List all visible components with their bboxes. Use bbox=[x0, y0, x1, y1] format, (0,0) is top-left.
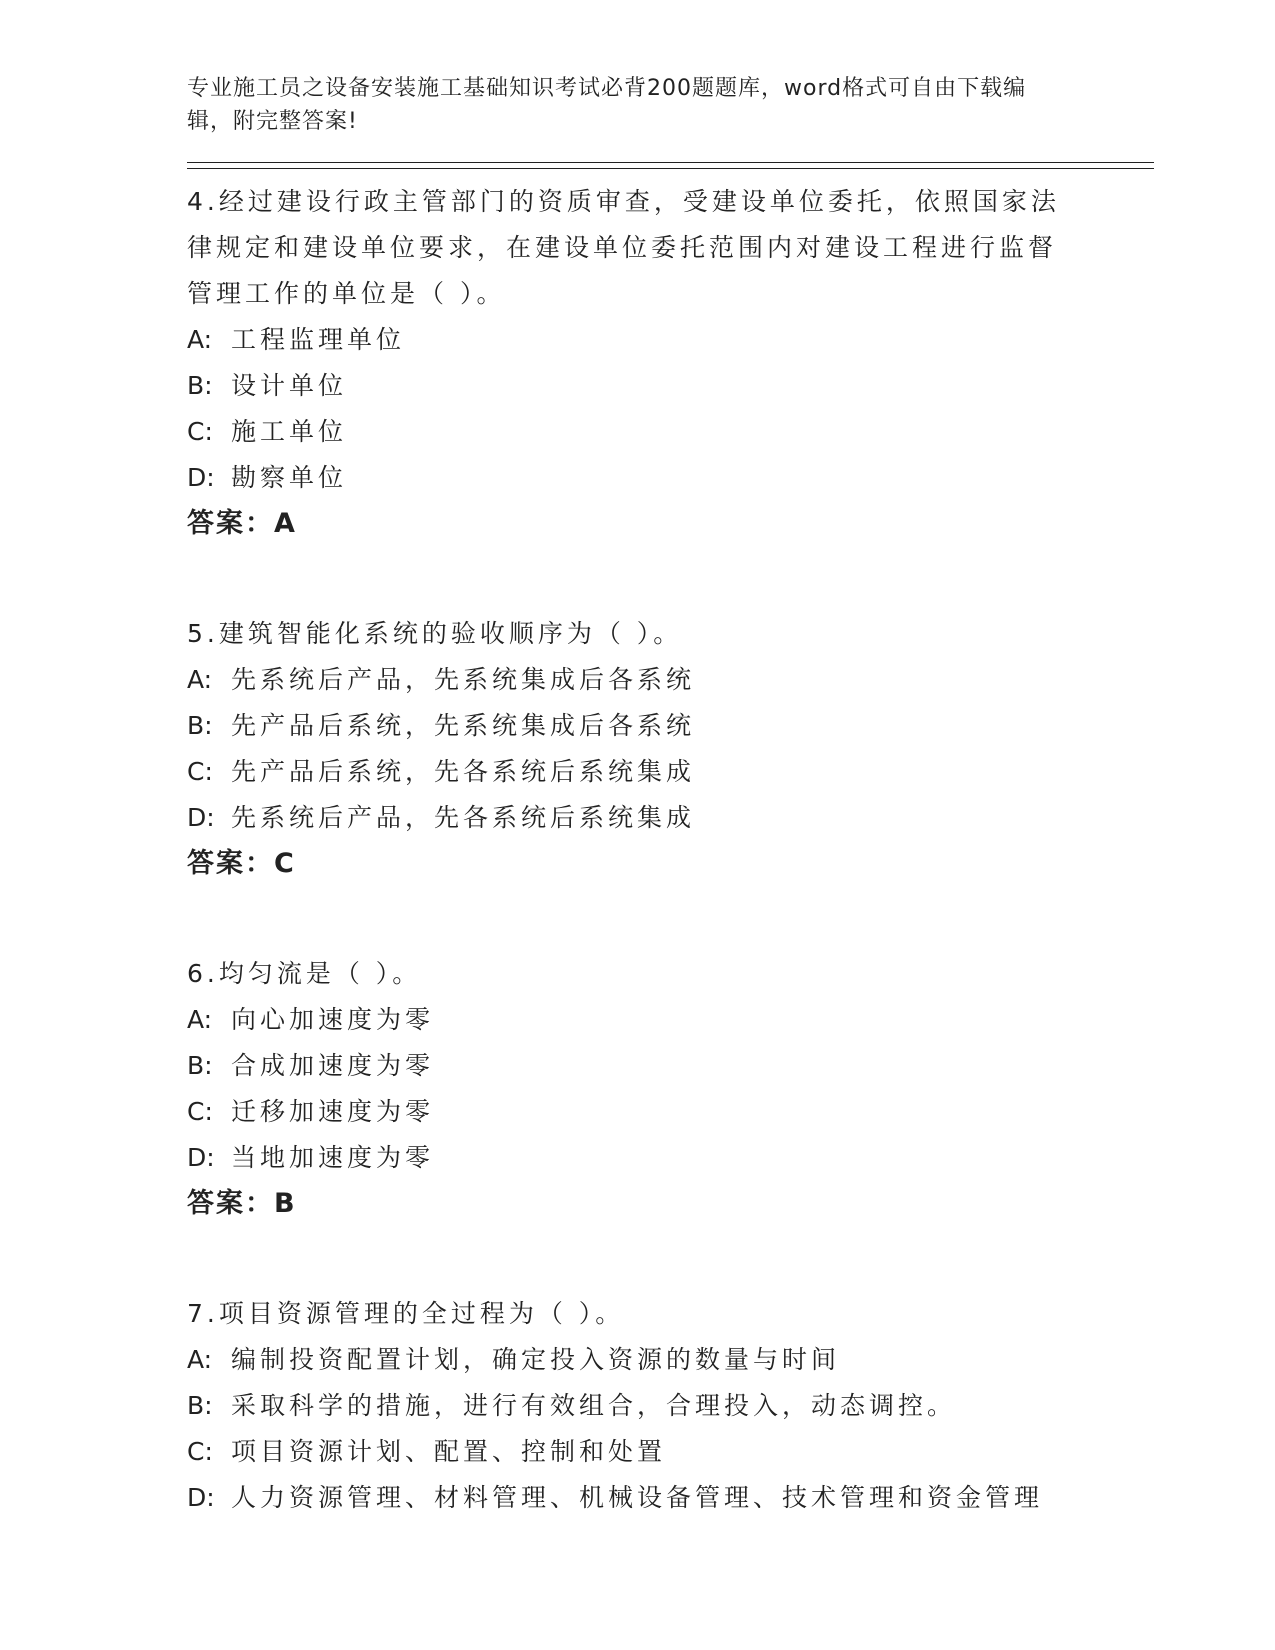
question-answer: 答案：C bbox=[187, 848, 296, 879]
question-stem: 4.经过建设行政主管部门的资质审查，受建设单位委托，依照国家法律规定和建设单位要求，在建设单位委托范围内对建设工程进行监督管理工作的单位是（ ）。 bbox=[187, 187, 1060, 308]
header-double-rule bbox=[187, 162, 1154, 169]
option-text: 项目资源计划、配置、控制和处置 bbox=[231, 1437, 667, 1466]
option-letter: A: bbox=[187, 1345, 213, 1374]
question-answer: 答案：A bbox=[187, 508, 297, 539]
option-a bbox=[187, 997, 1157, 1043]
option-c bbox=[187, 1089, 1157, 1135]
option-text: 迁移加速度为零 bbox=[231, 1097, 435, 1126]
option-c bbox=[187, 1429, 1157, 1475]
option-letter: B: bbox=[187, 1051, 213, 1080]
option-letter: A: bbox=[187, 325, 213, 354]
document-page bbox=[187, 72, 1157, 1521]
question-6 bbox=[187, 951, 1157, 1227]
option-text: 先系统后产品，先系统集成后各系统 bbox=[231, 665, 696, 694]
option-text: 当地加速度为零 bbox=[231, 1143, 435, 1172]
option-letter: C: bbox=[187, 757, 213, 786]
option-letter: B: bbox=[187, 1391, 213, 1420]
option-text: 设计单位 bbox=[231, 371, 348, 400]
question-answer: 答案：B bbox=[187, 1188, 297, 1219]
option-a bbox=[187, 317, 1157, 363]
option-letter: A: bbox=[187, 665, 213, 694]
question-5 bbox=[187, 611, 1157, 887]
option-c bbox=[187, 409, 1157, 455]
option-text: 合成加速度为零 bbox=[231, 1051, 435, 1080]
option-letter: C: bbox=[187, 1097, 213, 1126]
option-letter: D: bbox=[187, 1143, 215, 1172]
option-text: 采取科学的措施，进行有效组合，合理投入，动态调控。 bbox=[231, 1391, 957, 1420]
question-4 bbox=[187, 179, 1157, 547]
option-text: 人力资源管理、材料管理、机械设备管理、技术管理和资金管理 bbox=[231, 1483, 1044, 1512]
option-b bbox=[187, 703, 1157, 749]
option-text: 编制投资配置计划，确定投入资源的数量与时间 bbox=[231, 1345, 841, 1374]
option-letter: C: bbox=[187, 417, 213, 446]
option-letter: A: bbox=[187, 1005, 213, 1034]
option-letter: B: bbox=[187, 371, 213, 400]
option-c bbox=[187, 749, 1157, 795]
option-letter: D: bbox=[187, 463, 215, 492]
option-letter: D: bbox=[187, 803, 215, 832]
option-text: 施工单位 bbox=[231, 417, 348, 446]
option-text: 先产品后系统，先各系统后系统集成 bbox=[231, 757, 696, 786]
option-letter: D: bbox=[187, 1483, 215, 1512]
option-d bbox=[187, 1475, 1157, 1521]
option-text: 向心加速度为零 bbox=[231, 1005, 435, 1034]
option-b bbox=[187, 1383, 1157, 1429]
question-stem: 5.建筑智能化系统的验收顺序为（ ）。 bbox=[187, 619, 683, 648]
option-text: 勘察单位 bbox=[231, 463, 348, 492]
option-b bbox=[187, 363, 1157, 409]
option-letter: B: bbox=[187, 711, 213, 740]
option-text: 先系统后产品，先各系统后系统集成 bbox=[231, 803, 696, 832]
option-d bbox=[187, 795, 1157, 841]
question-7 bbox=[187, 1291, 1157, 1521]
question-stem: 6.均匀流是（ ）。 bbox=[187, 959, 422, 988]
option-d bbox=[187, 455, 1157, 501]
option-b bbox=[187, 1043, 1157, 1089]
option-text: 工程监理单位 bbox=[231, 325, 406, 354]
option-text: 先产品后系统，先系统集成后各系统 bbox=[231, 711, 696, 740]
option-a bbox=[187, 657, 1157, 703]
document-header: 专业施工员之设备安装施工基础知识考试必背200题题库，word格式可自由下载编辑，附完整答案! bbox=[187, 76, 1027, 134]
option-letter: C: bbox=[187, 1437, 213, 1466]
option-a bbox=[187, 1337, 1157, 1383]
question-stem: 7.项目资源管理的全过程为（ ）。 bbox=[187, 1299, 625, 1328]
option-d bbox=[187, 1135, 1157, 1181]
